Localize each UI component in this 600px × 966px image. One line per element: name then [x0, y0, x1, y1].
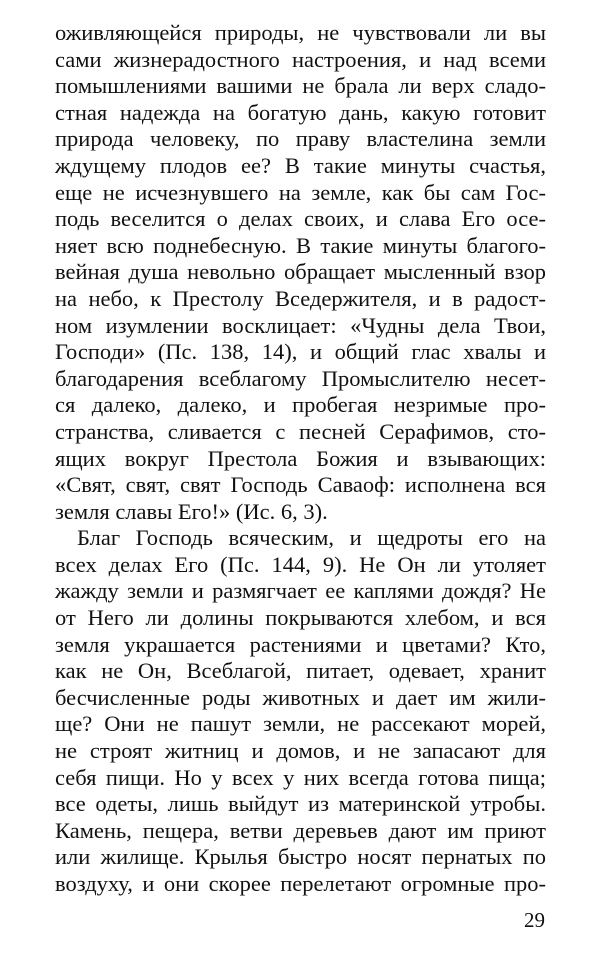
text-line: няет всю поднебесную. В такие минуты благого- [55, 232, 546, 258]
text-line: стная надежда на богатую дань, какую готовит [55, 99, 546, 125]
text-line: еще не исчезнувшего на земле, как бы сам Гос- [55, 179, 546, 205]
text-line: вейная душа невольно обращает мысленный взор [55, 259, 546, 285]
text-line: не строят житниц и домов, и не запасают для [55, 738, 546, 764]
text-line: Благ Господь всяческим, и щедроты его на [77, 525, 546, 551]
text-line: Господи» (Пс. 138, 14), и общий глас хвалы и [55, 339, 546, 365]
text-line: всех делах Его (Пс. 144, 9). Не Он ли утоляет [55, 551, 546, 577]
text-line: благодарения всеблагому Промыслителю несет- [55, 365, 546, 391]
text-line: себя пищи. Но у всех у них всегда готова пища; [55, 764, 546, 790]
text-line: ся далеко, далеко, и пробегая незримые про- [55, 392, 546, 418]
paragraph [55, 20, 546, 525]
text-line: «Свят, свят, свят Господь Саваоф: исполнена вся [55, 472, 546, 498]
paragraph [55, 525, 546, 897]
text-line: оживляющейся природы, не чувствовали ли вы [55, 20, 546, 45]
text-line: или жилище. Крылья быстро носят пернатых по [55, 844, 546, 870]
text-line: от Него ли долины покрываются хлебом, и вся [55, 605, 546, 631]
text-line: ждущему плодов ее? В такие минуты счастья, [55, 152, 546, 178]
text-line: земля украшается растениями и цветами? Кто, [55, 631, 546, 657]
text-line: все одеты, лишь выйдут из материнской утробы. [55, 791, 546, 817]
text-line: Камень, пещера, ветви деревьев дают им приют [55, 817, 546, 843]
page-number: 29 [524, 908, 545, 932]
text-line: ном изумлении восклицает: «Чудны дела Твои, [55, 312, 546, 338]
text-line: на небо, к Престолу Вседержителя, и в радост- [55, 285, 546, 311]
text-line: ящих вокруг Престола Божия и взывающих: [55, 445, 546, 471]
text-line: как не Он, Всеблагой, питает, одевает, хранит [55, 658, 546, 684]
text-line: бесчисленные роды животных и дает им жили- [55, 684, 546, 710]
text-line: странства, сливается с песней Серафимов, сто- [55, 418, 546, 444]
text-line: помышлениями вашими не брала ли верх сладо- [55, 73, 546, 99]
text-line: жажду земли и размягчает ее каплями дождя? Не [55, 578, 546, 604]
text-line: ще? Они не пашут земли, не рассекают морей, [55, 711, 546, 737]
text-line: природа человеку, по праву властелина земли [55, 126, 546, 152]
page-body [55, 20, 546, 898]
text-line: земля славы Его!» (Ис. 6, 3). [55, 498, 328, 524]
text-line: подь веселится о делах своих, и слава Его осе- [55, 206, 546, 232]
text-line: сами жизнерадостного настроения, и над всеми [55, 46, 546, 72]
text-line: воздуху, и они скорее перелетают огромные про- [55, 871, 546, 896]
